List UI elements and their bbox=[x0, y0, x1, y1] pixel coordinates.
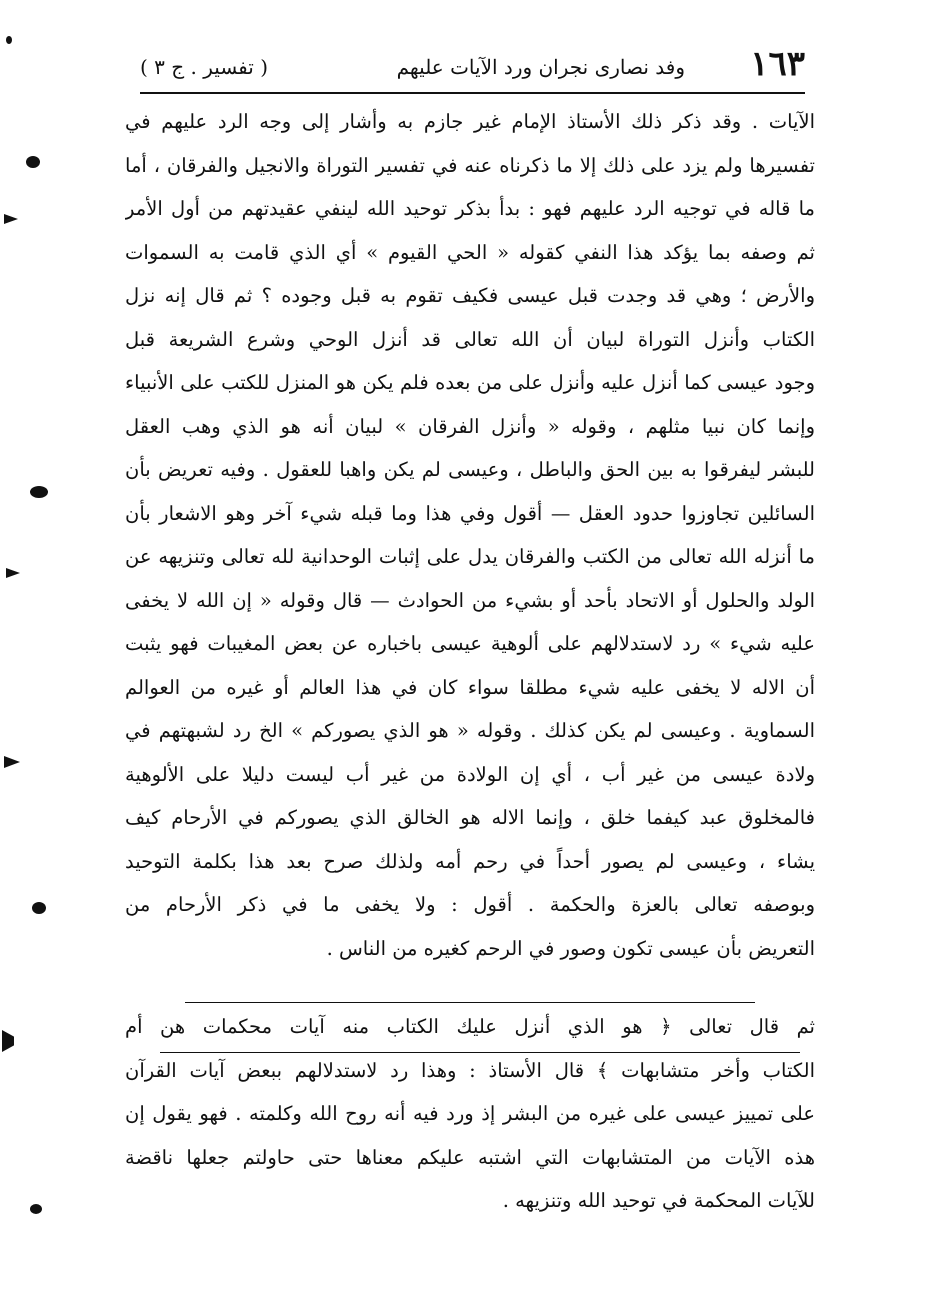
text-line: عليه شيء » رد لاستدلالهم على ألوهية عيسى باخباره عن بعض المغيبات فهو يثبت bbox=[125, 632, 815, 655]
scan-speck bbox=[26, 156, 40, 168]
text-line: ما قاله في توجيه الرد عليهم فهو : بدأ بذكر توحيد الله لينفي عقيدتهم من أول الأمر bbox=[125, 197, 815, 220]
text-line: تفسيرها ولم يزد على ذلك إلا ما ذكرناه عنه في تفسير التوراة والانجيل والفرقان ، أما bbox=[125, 153, 815, 177]
running-part: ( تفسير . ج ٣ ) bbox=[140, 55, 269, 79]
text-line: والأرض ؛ وهي قد وجدت قبل عيسى فكيف تقوم به قبل وجوده ؟ ثم قال إنه نزل bbox=[125, 284, 815, 307]
main-text bbox=[125, 100, 815, 970]
text-line: السائلين تجاوزوا حدود العقل — أقول وفي هذا وما قبله شيء آخر وهو الاشعار بأن bbox=[125, 501, 815, 525]
text-line: على تمييز عيسى على غيره من البشر إذ ورد فيه أنه روح الله وكلمته . فهو يقول إن bbox=[125, 1102, 815, 1125]
text-line: التعريض بأن عيسى تكون وصور في الرحم كغيره من الناس . bbox=[326, 936, 815, 960]
text-line: ولادة عيسى من غير أب ، أي إن الولادة من غير أب ليست دليلا على الألوهية bbox=[125, 762, 815, 786]
scan-speck bbox=[2, 1030, 14, 1052]
scan-speck bbox=[32, 902, 46, 914]
scan-speck bbox=[4, 756, 20, 768]
scan-speck bbox=[30, 1204, 42, 1214]
text-line: للبشر ليفرقوا به بين الحق والباطل ، وعيسى لم يكن واهبا للعقول . وفيه تعريض بأن bbox=[125, 458, 815, 481]
verse-line: ثم قال تعالى ﴿ هو الذي أنزل عليك الكتاب منه آيات محكمات هن أم bbox=[125, 1015, 815, 1038]
section-rule bbox=[185, 1002, 755, 1003]
page-number: ١٦٣ bbox=[750, 44, 805, 84]
text-line: فالمخلوق عبد كيفما خلق ، وإنما الاله هو الخالق الذي يصوركم في الأرحام كيف bbox=[125, 806, 815, 829]
verse-commentary bbox=[125, 1005, 815, 1223]
scan-speck bbox=[6, 568, 20, 578]
page-header bbox=[140, 42, 805, 92]
text-line: للآيات المحكمة في توحيد الله وتنزيهه . bbox=[502, 1189, 815, 1212]
scan-speck bbox=[6, 36, 12, 44]
scan-speck bbox=[30, 486, 48, 498]
text-line: أن الاله لا يخفى عليه شيء مطلقا سواء كان في هذا العالم أو غيره من العوالم bbox=[125, 675, 815, 699]
running-title: وفد نصارى نجران ورد الآيات عليهم bbox=[396, 55, 685, 79]
text-line: الكتاب وأنزل التوراة لبيان أن الله تعالى قد أنزل الوحي وشرع الشريعة قبل bbox=[125, 327, 815, 351]
header-rule bbox=[140, 92, 805, 94]
text-line: هذه الآيات من المتشابهات التي اشتبه عليكم معناها حتى حاولتم جعلها ناقضة bbox=[125, 1145, 815, 1169]
verse-rule bbox=[160, 1052, 800, 1053]
scan-speck bbox=[4, 214, 18, 224]
text-line: ما أنزله الله تعالى من الكتب والفرقان يدل على إثبات الوحدانية لله تعالى وتنزيهه عن bbox=[125, 545, 815, 568]
text-line: وبوصفه تعالى بالعزة والحكمة . أقول : ولا يخفى ما في ذكر الأرحام من bbox=[125, 893, 815, 916]
text-line: الكتاب وأخر متشابهات ﴾ قال الأستاذ : وهذا رد لاستدلالهم ببعض آيات القرآن bbox=[125, 1058, 815, 1082]
text-line: وإنما كان نبيا مثلهم ، وقوله « وأنزل الفرقان » لبيان أنه هو الذي وهب العقل bbox=[125, 414, 815, 438]
text-line: السماوية . وعيسى لم يكن كذلك . وقوله « هو الذي يصوركم » الخ رد لشبهتهم في bbox=[125, 719, 815, 742]
text-line: وجود عيسى كما أنزل عليه وأنزل على من بعده فلم يكن هو المنزل للكتب على الأنبياء bbox=[125, 371, 815, 394]
text-line: ثم وصفه بما يؤكد هذا النفي كقوله « الحي القيوم » أي الذي قامت به السموات bbox=[125, 240, 815, 264]
text-line: يشاء ، وعيسى لم يصور أحداً في رحم أمه ولذلك صرح بعد هذا بكلمة التوحيد bbox=[125, 849, 815, 873]
text-line: الآيات . وقد ذكر ذلك الأستاذ الإمام غير جازم به وأشار إلى وجه الرد عليهم في bbox=[125, 110, 815, 133]
text-line: الولد والحلول أو الاتحاد بأحد أو بشيء من الحوادث — قال وقوله « إن الله لا يخفى bbox=[125, 588, 815, 612]
